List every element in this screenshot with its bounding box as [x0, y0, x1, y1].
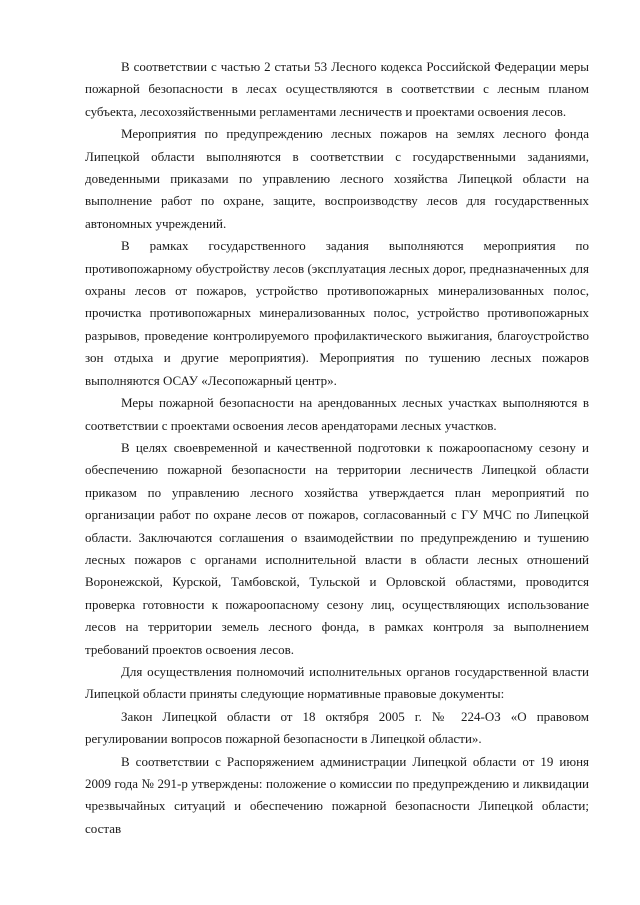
paragraph-leased-plots: Меры пожарной безопасности на арендованных лесных участках выполняются в соответствии с проектами освоения лесов арендаторами лесных участков. — [85, 395, 589, 433]
paragraph-fire-season-preparation: В целях своевременной и качественной подготовки к пожароопасному сезону и обеспечению пожарной безопасности на территории лесничеств Липецкой области приказом по управлению лесного хозяйства утверждается план мероприятий по организации работ по охране лесов от пожаров, согласованный с ГУ МЧС по Липецкой области. Заключаются соглашения о взаимодействии по предупреждению и тушению лесных пожаров с органами исполнительной власти в области лесных отношений Воронежской, Курской, Тамбовской, Тульской и Орловской областями, проводится проверка готовности к пожароопасному сезону лиц, осуществляющих использование лесов на территории земель лесного фонда, в рамках контроля за выполнением требований проектов освоения лесов. — [85, 439, 589, 657]
paragraph-fire-prevention-measures: Мероприятия по предупреждению лесных пожаров на землях лесного фонда Липецкой области выполняются в соответствии с государственными заданиями, доведенными приказами по управлению лесного хозяйства Липецкой области на выполнение работ по охране, защите, воспроизводству лесов для государственных автономных учреждений. — [85, 126, 589, 231]
paragraph-administration-order: В соответствии с Распоряжением администрации Липецкой области от 19 июня 2009 года № 291-р утверждены: положение о комиссии по предупреждению и ликвидации чрезвычайных ситуаций и обеспечению пожарной безопасности Липецкой области; состав — [85, 753, 589, 836]
paragraph-state-assignment: В рамках государственного задания выполняются мероприятия по противопожарному обустройству лесов (эксплуатация лесных дорог, предназначенных для охраны лесов от пожаров, устройство противопожарных минерализованных полос, прочистка противопожарных минерализованных полос, устройство противопожарных разрывов, проведение контролируемого профилактического выжигания, благоустройство зон отдыха и другие мероприятия). Мероприятия по тушению лесных пожаров выполняются ОСАУ «Лесопожарный центр». — [85, 238, 589, 388]
paragraph-regional-law: Закон Липецкой области от 18 октября 2005 г. № 224-ОЗ «О правовом регулировании вопросов пожарной безопасности в Липецкой области». — [85, 708, 589, 747]
paragraph-regulatory-documents: Для осуществления полномочий исполнительных органов государственной власти Липецкой области приняты следующие нормативные правовые документы: — [85, 663, 589, 702]
document-body — [85, 56, 589, 840]
paragraph-forest-code-article: В соответствии с частью 2 статьи 53 Лесного кодекса Российской Федерации меры пожарной безопасности в лесах осуществляются в соответствии с лесным планом субъекта, лесохозяйственными регламентами лесничеств и проектами освоения лесов. — [85, 59, 589, 119]
